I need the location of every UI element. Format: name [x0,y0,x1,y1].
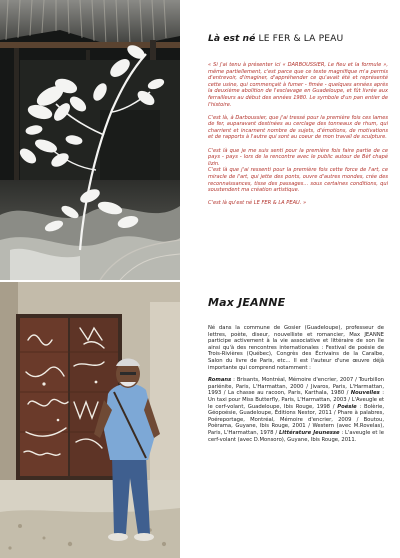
paragraph: C'est là que je me suis senti pour la première fois faire partie de ce pays - pays - lors de la rencontre avec le public autour de Bèf chapé lizin. [208,147,388,167]
title-main: Là est né [208,33,259,44]
nouvelles-text: : Un taxi pour Miss Butterfly, Paris, L'Harmattan, 2003 / L'Aveugle et le cerf-volant, Guadeloupe, Ibis Rouge, 1998 / [208,390,384,410]
poesie-label: Poésie [337,403,357,410]
text-column [200,0,392,558]
jeunesse-text: : L'aveugle et le cerf-volant (avec D.Monsoro), Guyane, Ibis Rouge, 2011. [208,429,384,443]
section-body-le-fer [208,62,388,213]
romans-label: Romans [208,377,232,384]
paragraph: « Si j'ai tenu à présenter ici « DARBOUSSIER, Le fieu et la formule », même partiellement, c'est parce que ce texte magnifique m'a permis d'entrevoir, d'imaginer, d'appréhender ce qu'avait été et représenté cette usine, qui commençait à fumer - fimée - quelques années après la deuxième abolition de l'esclavage en Guadeloupe, et fût livrée aux ferrailleurs au début des années 1980. Le symbole d'un pan entier de l'histoire. [208,62,388,108]
section-body-max-jeanne [208,325,384,449]
nouvelles-label: Nouvelles [350,390,380,397]
factory-interior-image [0,0,180,280]
portrait-image [0,282,180,558]
paragraph: C'est là que j'ai ressenti pour la première fois cette force de l'art, ce miracle de l'art, qui jette des ponts, ouvre d'autres mondes, crée des reconnaissances, tisse des passages... sous certaines conditions, qui soustendent ma création artistique. [208,167,388,194]
bio-paragraph: Né dans la commune de Gosier (Guadeloupe), professeur de lettres, poète, diseur, nouvelliste et romancier, Max JEANNE participe activement à la vie associative et littéraire de son île ainsi qu'à des rencontres internationales : Festival de poésie de Trois-Rivières (Québec), Congrès des Écrivains de la Caraïbe, Salon du livre de Paris, etc... Il est l'auteur d'une œuvre déjà importante qui comprend notamment : [208,325,384,371]
jeunesse-label: Littérature Jeunesse [278,429,340,436]
poesie-text: : Bolèrie, Géopoésie, Guadeloupe, Éditions Nestor, 2011 / Phare à palabres, Poéreportage, Montréal, Mémoire d'encrier, 2009 / Boutou, Poèrama, Guyane, Ibis Rouge, 2001 / Western (avec M.Rovelas), Paris, L'Harmattan, 1978 / [208,403,384,436]
title-caps: LE FER & LA PEAU [258,33,344,44]
section-title-le-fer-et-la-peau [208,33,388,44]
paragraph: C'est là, à Darboussier, que j'ai tressé pour la première fois ces lames de fer, auparavant destinées au cerclage des tonneaux de rhum, qui charrient et incarnent nombre de sujets, d'émotions, de motivations et de rapports à l'autre qui sont au coeur de mon travail de sculpture. [208,114,388,141]
romans-text: : Brisants, Montréal, Mémoire d'encrier, 2007 / Tourbillon pariénite, Paris, L'Harmattan, 2000 / Jivaros, Paris, L'Harmattan, 1993 / La chasse au racoon, Paris, Karthala, 1980 / [208,377,384,397]
paragraph: C'est là qu'est né LE FER & LA PEAU. » [208,200,307,207]
photo-factory-interior [0,0,180,280]
section-title-max-jeanne: Max JEANNE [208,296,286,309]
photo-max-jeanne [0,282,180,558]
bibliography-paragraph [208,377,384,443]
